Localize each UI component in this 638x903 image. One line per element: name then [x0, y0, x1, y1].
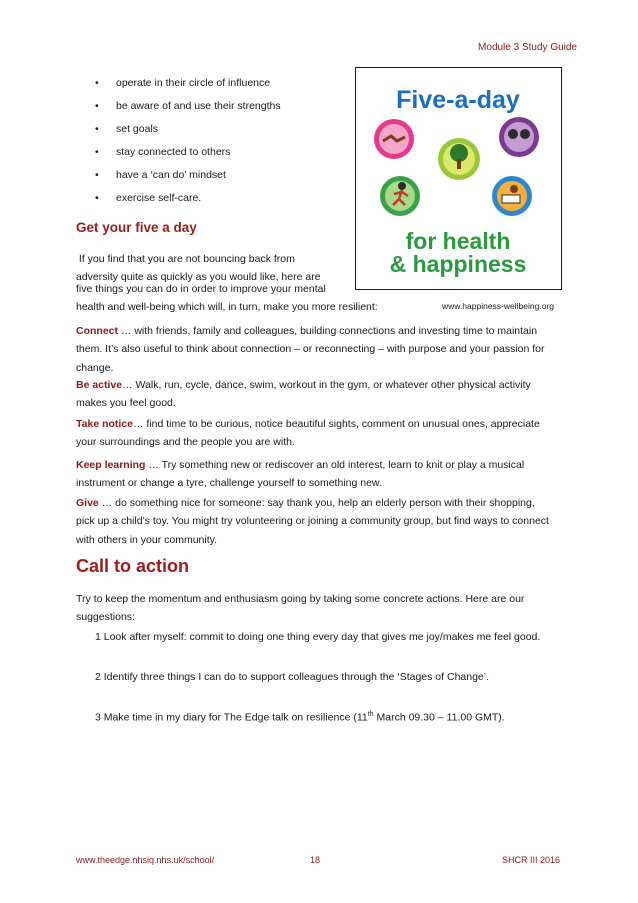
- item-keyword: Take notice: [76, 418, 133, 430]
- item-keyword: Give: [76, 497, 99, 509]
- action-item-1: 1 Look after myself: commit to doing one thing every day that gives me joy/makes me feel good.: [95, 631, 541, 643]
- image-title: Five-a-day: [396, 86, 520, 114]
- five-a-day-item-take-notice: [76, 415, 556, 452]
- section-heading-five-a-day: Get your five a day: [76, 220, 197, 235]
- bullet-item: • have a ‘can do’ mindset: [95, 168, 281, 191]
- bullet-item: • be aware of and use their strengths: [95, 99, 281, 122]
- five-a-day-item-be-active: [76, 376, 556, 413]
- item-keyword: Connect: [76, 325, 118, 337]
- item-text: … find time to be curious, notice beautiful sights, comment on unusual ones, appreciate your surroundings and the people you are with.: [76, 418, 540, 449]
- five-a-day-item-connect: [76, 322, 556, 377]
- item-keyword: Keep learning: [76, 459, 146, 471]
- five-a-day-item-keep-learning: [76, 456, 556, 493]
- bullet-item: • exercise self-care.: [95, 191, 281, 214]
- bullet-list: [95, 76, 281, 214]
- item-text: … Walk, run, cycle, dance, swim, workout in the gym, or whatever other physical activity makes you feel good.: [76, 379, 531, 410]
- image-credit: www.happiness-wellbeing.org: [442, 301, 554, 311]
- five-a-day-item-give: [76, 494, 556, 549]
- footer-url[interactable]: www.theedge.nhsiq.nhs.uk/school/: [76, 855, 215, 865]
- action-item-2: 2 Identify three things I can do to support colleagues through the ‘Stages of Change’.: [95, 671, 490, 683]
- action-3-superscript: th: [367, 711, 374, 718]
- bullet-item: • set goals: [95, 122, 281, 145]
- five-a-day-image: [355, 67, 562, 290]
- footer-page-number: 18: [310, 855, 321, 865]
- page-header: Module 3 Study Guide: [478, 42, 577, 53]
- intro-line-last: health and well-being which will, in turn, make you more resilient:: [76, 301, 378, 313]
- item-text: … Try something new or rediscover an old interest, learn to knit or play a musical instrument or change a tyre, challenge yourself to something new.: [76, 459, 525, 490]
- item-text: … with friends, family and colleagues, building connections and investing time to maintain them. It’s also useful to think about connection – or reconnecting – with purpose and your passion for change.: [76, 325, 545, 374]
- item-text: … do something nice for someone: say thank you, help an elderly person with their shopping, pick up a child’s toy. You might try volunteering or joining a community group, but find ways to connect with others in your community.: [76, 497, 549, 546]
- action-item-3: [95, 711, 505, 724]
- section-heading-call-to-action: Call to action: [76, 556, 190, 576]
- action-3-text-end: March 09.30 – 11.00 GMT).: [373, 711, 505, 724]
- intro-line: five things you can do in order to improve your mental: [76, 283, 326, 295]
- five-a-day-illustration: [356, 68, 561, 289]
- image-subtitle-2: & happiness: [389, 251, 527, 277]
- item-keyword: Be active: [76, 379, 123, 391]
- image-subtitle-1: for health: [405, 228, 511, 254]
- intro-line: If you find that you are not bouncing back from: [76, 253, 295, 265]
- action-3-text: 3 Make time in my diary for The Edge talk on resilience (11: [95, 711, 368, 724]
- call-to-action-intro: Try to keep the momentum and enthusiasm going by taking some concrete actions. Here are our suggestions:: [76, 593, 525, 624]
- bullet-item: • operate in their circle of influence: [95, 76, 281, 99]
- intro-line: adversity quite as quickly as you would like, here are: [76, 271, 321, 284]
- footer-code: SHCR III 2016: [501, 855, 560, 865]
- bullet-item: • stay connected to others: [95, 145, 281, 168]
